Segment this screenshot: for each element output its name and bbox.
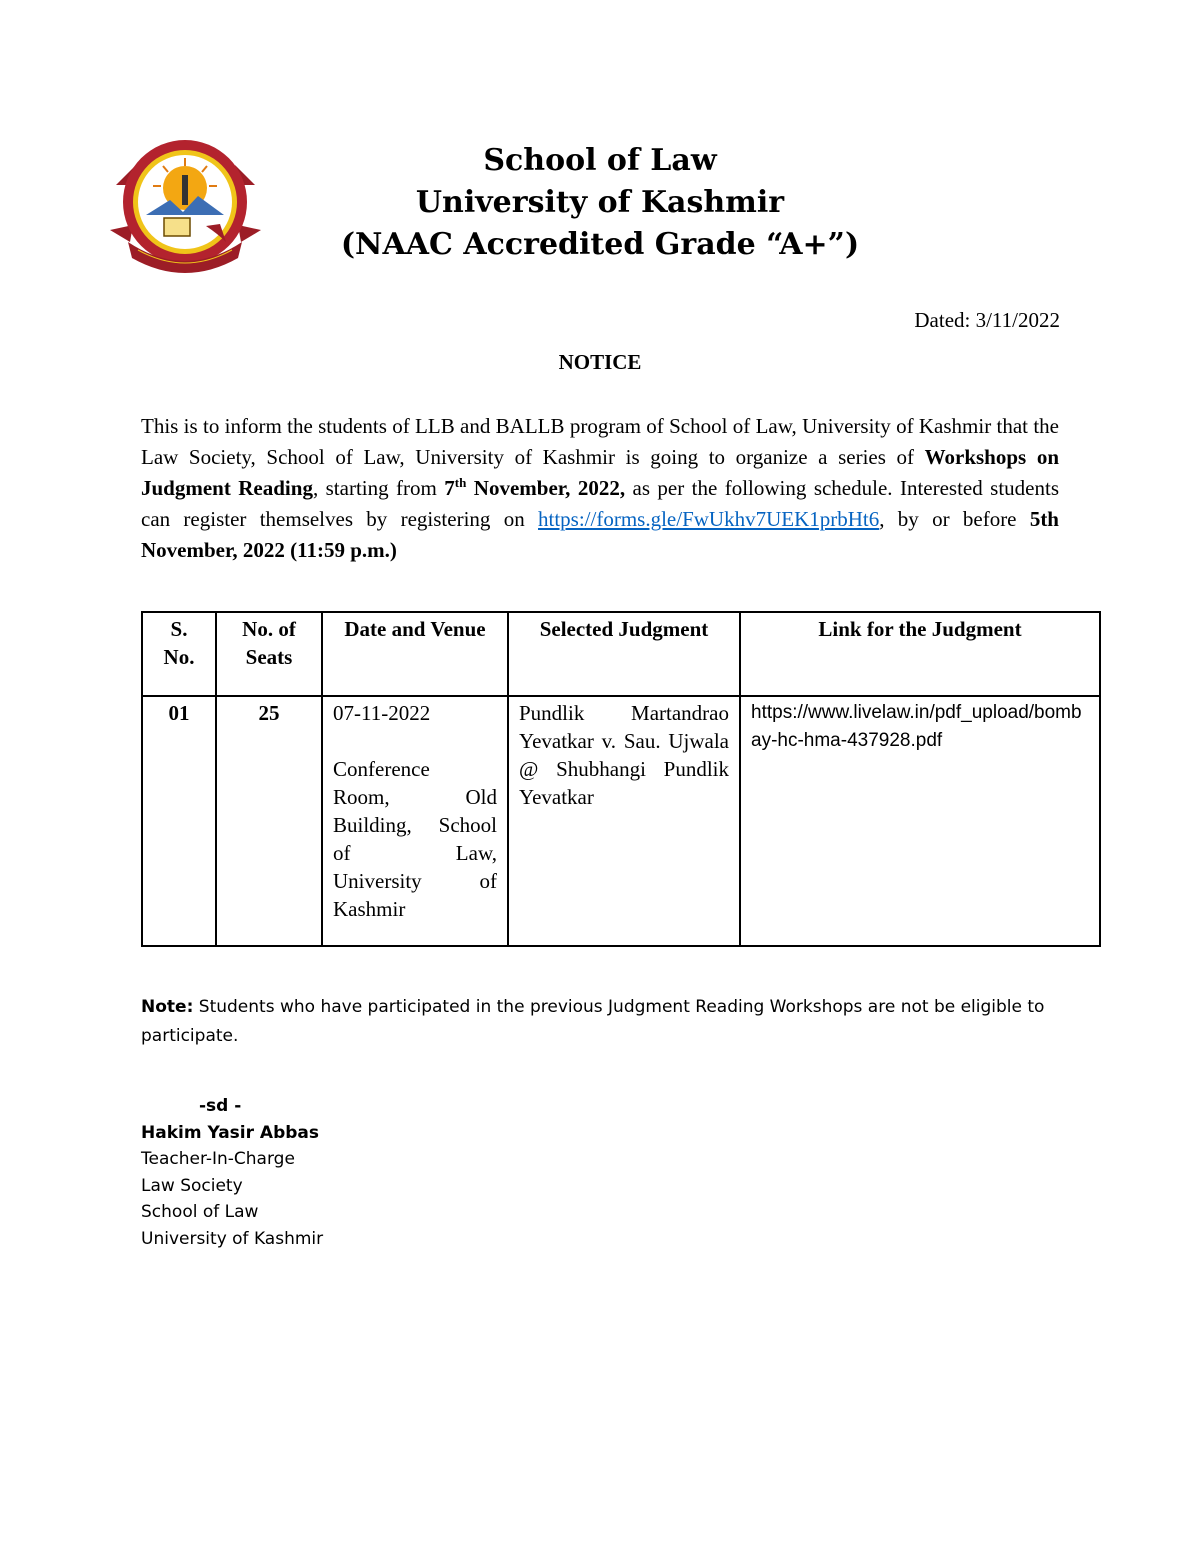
cell-judgment-link[interactable]: https://www.livelaw.in/pdf_upload/bombay-hc-hma-437928.pdf [740, 696, 1100, 946]
venue-line: of Law, [333, 841, 497, 865]
header-date-venue: Date and Venue [322, 612, 508, 696]
heading-school: School of Law [483, 143, 717, 178]
venue-line: Room, Old [333, 785, 497, 809]
signatory-line: Law Society [141, 1175, 243, 1196]
university-logo [108, 130, 263, 275]
venue-line: Kashmir [333, 897, 406, 921]
body-text-4: , by or before [879, 507, 1030, 531]
signature-sd: -sd - [199, 1096, 242, 1116]
signatory-name: Hakim Yasir Abbas [141, 1122, 320, 1143]
cell-sno: 01 [142, 696, 216, 946]
header-sno: S. No. [142, 612, 216, 696]
body-text-3: as per the following schedule. Interested students can register themselves by registering on [141, 476, 1060, 531]
note [141, 993, 1071, 1051]
body-text-2: , starting from [312, 476, 445, 500]
signature-block [141, 1093, 541, 1252]
cell-judgment: Pundlik Martandrao Yevatkar v. Sau. Ujwala @ Shubhangi Pundlik Yevatkar [508, 696, 740, 946]
signatory-line: University of Kashmir [141, 1228, 324, 1249]
notice-title: NOTICE [558, 350, 642, 374]
header-link: Link for the Judgment [740, 612, 1100, 696]
venue-line: University of [333, 869, 497, 893]
header-judgment: Selected Judgment [508, 612, 740, 696]
table-header-row [142, 612, 1100, 696]
document-heading [300, 140, 900, 266]
body-bold-start-date: 7th November, 2022, [444, 475, 626, 500]
notice-body [141, 411, 1059, 566]
schedule-table [141, 611, 1101, 947]
signatory-line: Teacher-In-Charge [141, 1149, 295, 1169]
note-text: Students who have participated in the previous Judgment Reading Workshops are not be eligible to participate. [141, 997, 1045, 1046]
note-label: Note: [141, 997, 194, 1017]
registration-link[interactable]: https://forms.gle/FwUkhv7UEK1prbHt6 [538, 507, 880, 531]
venue-line: Conference [333, 757, 430, 781]
cell-date: 07-11-2022 [333, 701, 431, 725]
table-row [142, 696, 1100, 946]
body-bold-deadline: 5th November, 2022 (11:59 p.m.) [141, 507, 1059, 562]
heading-accreditation: (NAAC Accredited Grade “A+”) [340, 227, 860, 262]
cell-date-venue [322, 696, 508, 946]
header-seats: No. of Seats [216, 612, 322, 696]
cell-seats: 25 [216, 696, 322, 946]
venue-line: Building, School [333, 813, 497, 837]
signatory-line: School of Law [141, 1202, 259, 1222]
body-bold-workshops: Workshops on Judgment Reading [141, 445, 1059, 500]
body-text-1: This is to inform the students of LLB and BALLB program of School of Law, University of Kashmir that the Law Society, School of Law, University of Kashmir is going to organize a series of [141, 414, 1059, 469]
heading-university: University of Kashmir [415, 185, 785, 220]
notice-date: Dated: 3/11/2022 [914, 308, 1060, 332]
